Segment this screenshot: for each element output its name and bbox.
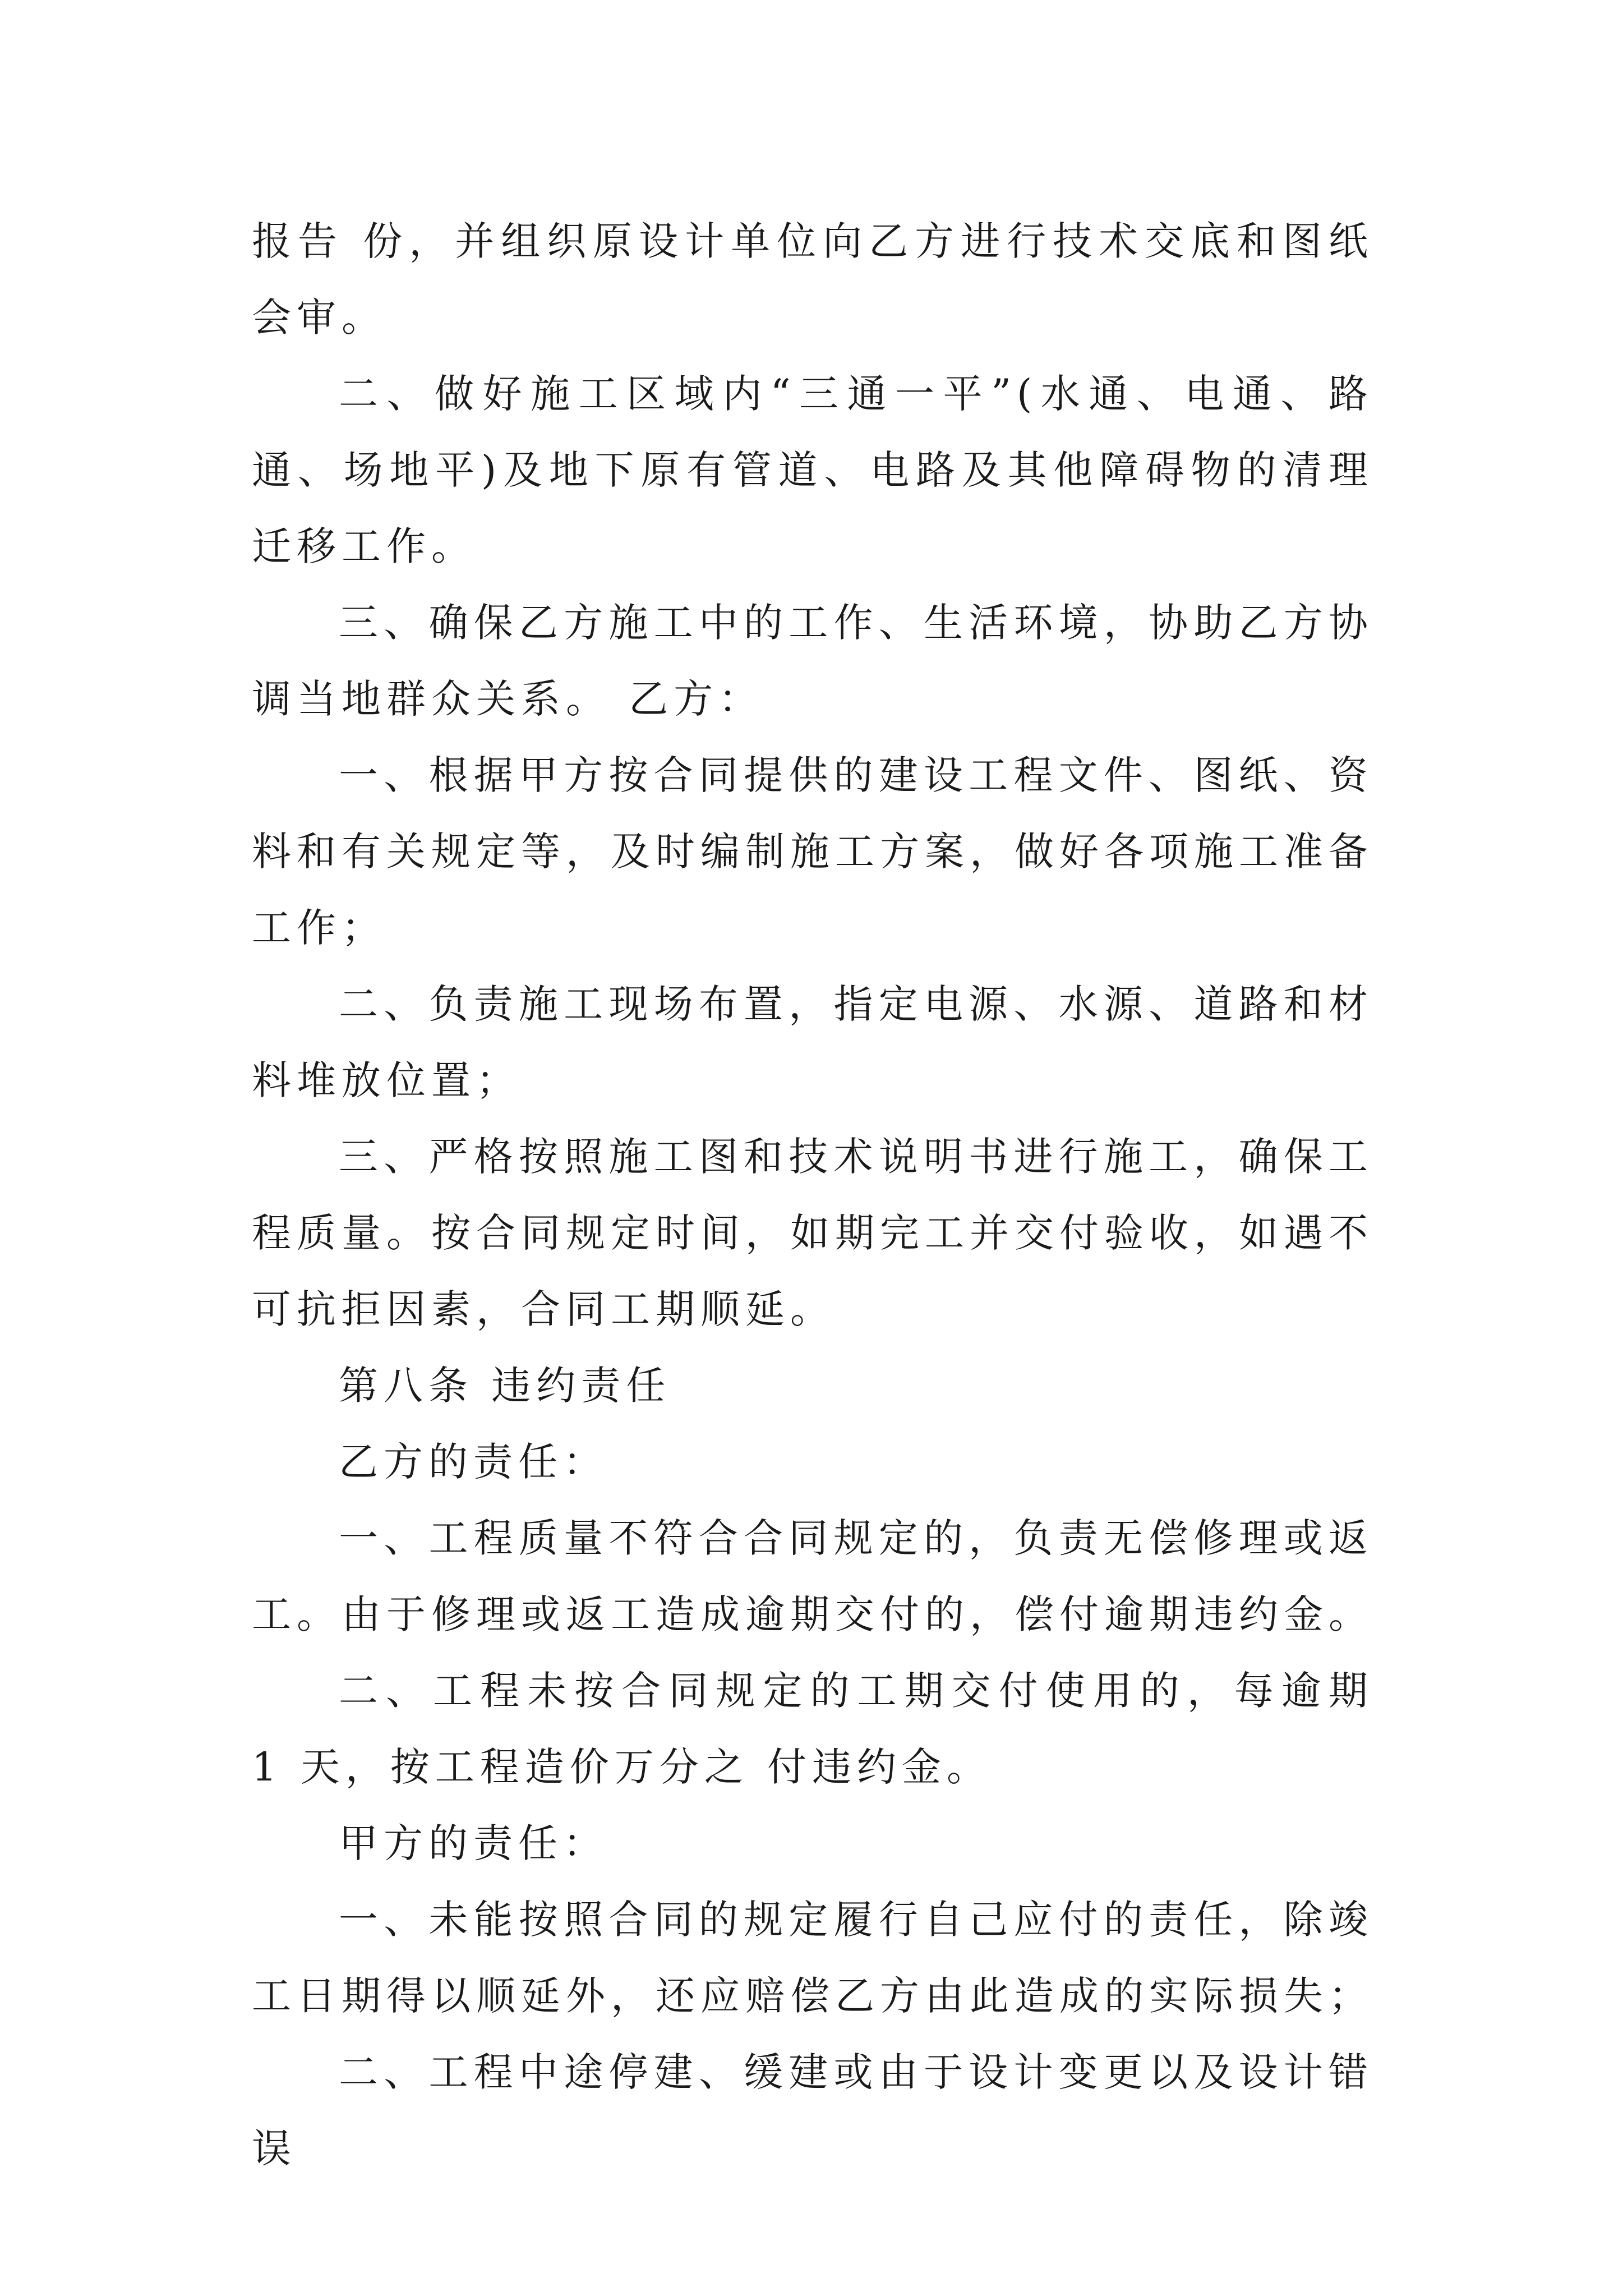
paragraph: 三、严格按照施工图和技术说明书进行施工，确保工程质量。按合同规定时间，如期完工并交付验收，如遇不可抗拒因素，合同工期顺延。 <box>252 1134 1373 1332</box>
document-body <box>252 203 1373 2187</box>
subheading: 甲方的责任： <box>339 1820 608 1866</box>
paragraph: 一、工程质量不符合合同规定的，负责无偿修理或返工。由于修理或返工造成逾期交付的，偿付逾期违约金。 <box>252 1515 1373 1637</box>
paragraph: 二、负责施工现场布置，指定电源、水源、道路和材料堆放位置； <box>252 981 1373 1103</box>
paragraph: 二、做好施工区域内“三通一平”(水通、电通、路通、场地平)及地下原有管道、电路及其他障碍物的清理迁移工作。 <box>252 371 1373 569</box>
paragraph: 一、未能按照合同的规定履行自己应付的责任，除竣工日期得以顺延外，还应赔偿乙方由此造成的实际损失； <box>252 1897 1373 2019</box>
paragraph: 一、根据甲方按合同提供的建设工程文件、图纸、资料和有关规定等，及时编制施工方案，做好各项施工准备工作； <box>252 752 1373 951</box>
paragraph: 报告 份，并组织原设计单位向乙方进行技术交底和图纸会审。 <box>252 218 1373 341</box>
subheading: 乙方的责任： <box>339 1439 608 1485</box>
section-heading: 第八条 违约责任 <box>339 1363 671 1409</box>
paragraph: 三、确保乙方施工中的工作、生活环境，协助乙方协调当地群众关系。 乙方： <box>252 600 1373 722</box>
paragraph: 二、工程未按合同规定的工期交付使用的，每逾期 1 天，按工程造价万分之 付违约金。 <box>252 1668 1373 1790</box>
paragraph: 二、工程中途停建、缓建或由于设计变更以及设计错误 <box>252 2049 1373 2171</box>
